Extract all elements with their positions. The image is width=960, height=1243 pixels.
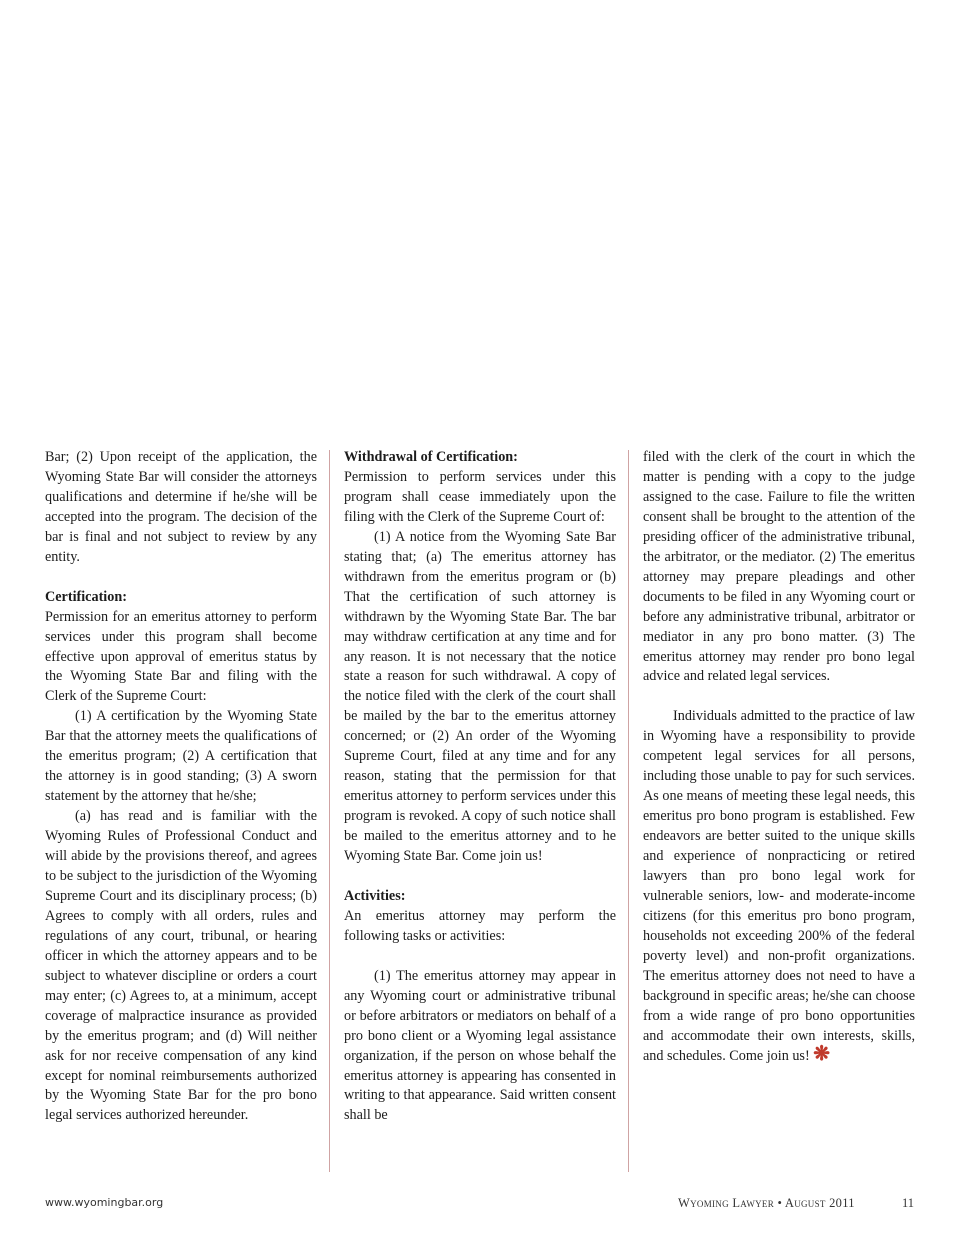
paragraph: (1) A certification by the Wyoming State Bar that the attorney meets the qualifications of the emeritus program; (2) A certification that the attorney is in good standing; (3) A sworn statement by the attorney that he/she; xyxy=(45,708,317,805)
paragraph xyxy=(643,707,915,1066)
page-number: 11 xyxy=(902,1196,915,1210)
paragraph: (a) has read and is familiar with the Wyoming Rules of Professional Conduct and will abide by the provisions thereof, and agrees to be subject to the jurisdiction of the Wyoming Supreme Court and its disciplinary process; (b) Agrees to comply with all orders, rules and regulations of any court, tribunal, or hearing officer in which the attorney appears and to be subject to whatever discipline or orders a court may enter; (c) Agrees to, at a minimum, accept coverage of malpractice insurance as provided by the emeritus program; and (d) Will neither ask for nor receive compensation of any kind except for nominal reimbursements authorized by the Wyoming State Bar for the pro bono legal services authorized hereunder. xyxy=(45,808,317,1124)
column-2 xyxy=(344,448,616,1126)
section-heading-activities: Activities: xyxy=(344,887,406,904)
paragraph: Permission to perform services under this program shall cease immediately upon the filing with the Clerk of the Supreme Court of: xyxy=(344,468,616,525)
footer-url: www.wyomingbar.org xyxy=(45,1196,164,1209)
column-divider xyxy=(329,450,330,1172)
closing-paragraph-text: Individuals admitted to the practice of law in Wyoming have a responsibility to provide competent legal services for all persons, including those unable to pay for such services. As one means of meeting these legal needs, this emeritus pro bono program is established. Few endeavors are better suited to the unique skills and experience of nonpracticing or retired lawyers than pro bono legal work for vulnerable seniors, low- and moderate-income citizens (for this emeritus pro bono program, households not exceeding 200% of the federal poverty level) and non-profit organizations. The emeritus attorney does not need to have a background in specific areas; he/she can choose from a wide range of pro bono opportunities and accommodate their own interests, skills, and schedules. Come join us! xyxy=(643,708,915,1064)
end-mark-icon: ❋ xyxy=(813,1042,830,1065)
paragraph: (1) The emeritus attorney may appear in any Wyoming court or administrative tribunal or before arbitrators or mediators on behalf of a pro bono client or a Wyoming legal assistance organization, if the person on whose behalf the emeritus attorney is appearing has consented in writing to that appearance. Said written consent shall be xyxy=(344,967,616,1124)
footer-publication: Wyoming Lawyer • August 2011 xyxy=(678,1196,855,1210)
column-3 xyxy=(643,448,915,1067)
column-divider xyxy=(628,450,629,1172)
column-1 xyxy=(45,448,317,1126)
paragraph: An emeritus attorney may perform the following tasks or activities: xyxy=(344,907,616,944)
paragraph: Bar; (2) Upon receipt of the application, the Wyoming State Bar will consider the attorneys qualifications and determine if he/she will be accepted into the program. The decision of the bar is final and not subject to review by any entity. xyxy=(45,449,317,565)
section-heading-withdrawal: Withdrawal of Certification: xyxy=(344,449,518,465)
paragraph: filed with the clerk of the court in which the matter is pending with a copy to the judge assigned to the case. Failure to file the written consent shall be brought to the attention of the presiding officer of the administrative tribunal, the arbitrator, or the mediator. (2) The emeritus attorney may prepare pleadings and other documents to be filed in any Wyoming court or before any administrative tribunal, arbitrator or mediator in any pro bono matter. (3) The emeritus attorney may render pro bono legal advice and related legal services. xyxy=(643,449,915,685)
section-heading-certification: Certification: xyxy=(45,588,127,605)
paragraph: (1) A notice from the Wyoming Sate Bar stating that; (a) The emeritus attorney has withdrawn from the emeritus program or (b) That the certification of such attorney is withdrawn by the Wyoming State Bar. The bar may withdraw certification at any time and for any reason. It is not necessary that the notice state a reason for such withdrawal. A copy of the notice filed with the clerk of the court shall be mailed by the bar to the emeritus attorney concerned; or (2) An order of the Wyoming Supreme Court, filed at any time and for any reason, stating that the permission for that emeritus attorney to perform services under this program is revoked. A copy of such notice shall be mailed to the emeritus attorney and to he Wyoming State Bar. Come join us! xyxy=(344,528,616,865)
paragraph: Permission for an emeritus attorney to perform services under this program shall become effective upon approval of emeritus status by the Wyoming State Bar and filing with the Clerk of the Supreme Court: xyxy=(45,608,317,705)
